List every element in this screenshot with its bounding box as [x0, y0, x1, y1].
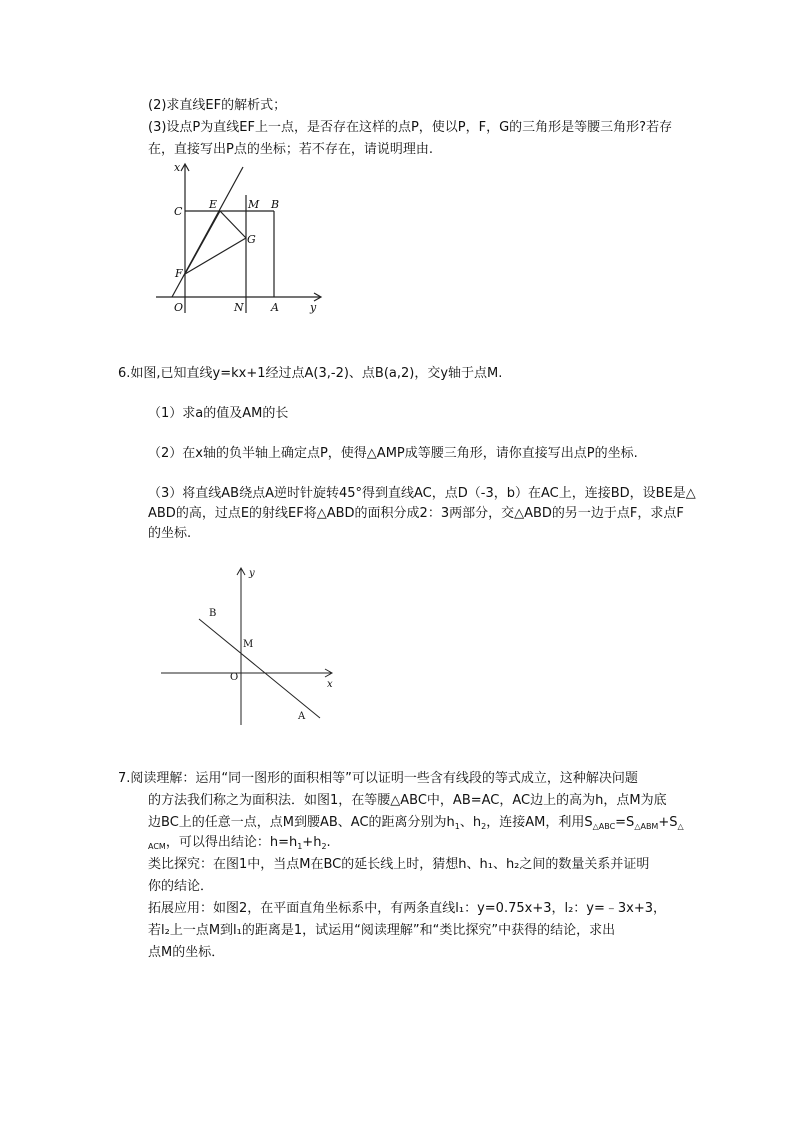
p7-line7: 拓展应用：如图2，在平面直角坐标系中，有两条直线l₁：y=0.75x+3，l₂：y=﹣3x+3，: [148, 901, 667, 916]
p5-label-m: M: [248, 198, 260, 211]
p6-label-o: O: [230, 672, 239, 683]
p5-label-n: N: [234, 301, 244, 314]
p6-q3-line3: 的坐标.: [148, 526, 192, 541]
p5-label-c: C: [174, 205, 183, 218]
p7-line5: 类比探究：在图1中，当点M在BC的延长线上时，猜想h、h₁、h₂之间的数量关系并证明: [148, 857, 650, 872]
p7-line3: 边BC上的任意一点，点M到腰AB、AC的距离分别为$h_1$、$h_2$，连接AM，利用$S_{\triangle ABC}=S_{\triangle ABM}+S_\triangle$: [148, 815, 684, 831]
p6-figure: [155, 563, 345, 728]
p5-label-b: B: [271, 198, 280, 211]
p7-line2: 的方法我们称之为面积法．如图1，在等腰△ABC中，AB=AC，AC边上的高为h，点M为底: [148, 793, 667, 808]
p6-q3-line1: （3）将直线AB绕点A逆时针旋转45°得到直线AC，点D（-3，b）在AC上，连接BD，设BE是△: [148, 486, 696, 501]
p6-label-b: B: [209, 608, 217, 619]
p5-label-o: O: [174, 301, 184, 314]
p5-label-y: y: [310, 301, 317, 314]
p5-label-f: F: [175, 267, 183, 280]
p5-seg-eg: [220, 211, 246, 238]
p6-label-m: M: [243, 639, 254, 650]
p5-label-g: G: [247, 233, 256, 246]
p6-intro: 6.如图,已知直线y=kx+1经过点A(3,-2)、点B(a,2)，交y轴于点M.: [118, 366, 503, 381]
p5-part2: (2)求直线EF的解析式；: [148, 98, 287, 113]
p6-q3-line2: ABD的高，过点E的射线EF将△ABD的面积分成2：3两部分，交△ABD的另一边于点F，求点F: [148, 506, 684, 521]
p5-line-ef: [172, 167, 243, 297]
p6-line-ab: [199, 619, 320, 718]
p5-part3-line1: (3)设点P为直线EF上一点，是否存在这样的点P，使以P，F，G的三角形是等腰三角形?若存: [148, 120, 673, 135]
p5-figure: [150, 155, 335, 320]
p7-line9: 点M的坐标．: [148, 945, 225, 960]
p6-label-y: y: [249, 568, 255, 579]
p5-seg-ef: [185, 211, 220, 274]
p6-q1: （1）求a的值及AM的长: [148, 406, 289, 421]
p6-label-x: x: [327, 679, 333, 690]
p6-label-a: A: [298, 711, 306, 722]
p5-label-e: E: [209, 198, 218, 211]
p7-line8: 若l₂上一点M到l₁的距离是1，试运用“阅读理解”和“类比探究”中获得的结论，求出: [148, 923, 616, 938]
p5-part3-line2: 在，直接写出P点的坐标；若不存在，请说明理由.: [148, 142, 433, 157]
p7-line1: 7.阅读理解：运用“同一图形的面积相等”可以证明一些含有线段的等式成立，这种解决问题: [118, 771, 638, 786]
p6-q2: （2）在x轴的负半轴上确定点P，使得△AMP成等腰三角形，请你直接写出点P的坐标.: [148, 446, 638, 461]
p5-label-x: x: [174, 161, 181, 174]
p7-line4: $_{ACM}$，可以得出结论：$h=h_1+h_2$.: [148, 835, 331, 851]
p5-label-a: A: [271, 301, 279, 314]
p7-line6: 你的结论．: [148, 879, 214, 894]
